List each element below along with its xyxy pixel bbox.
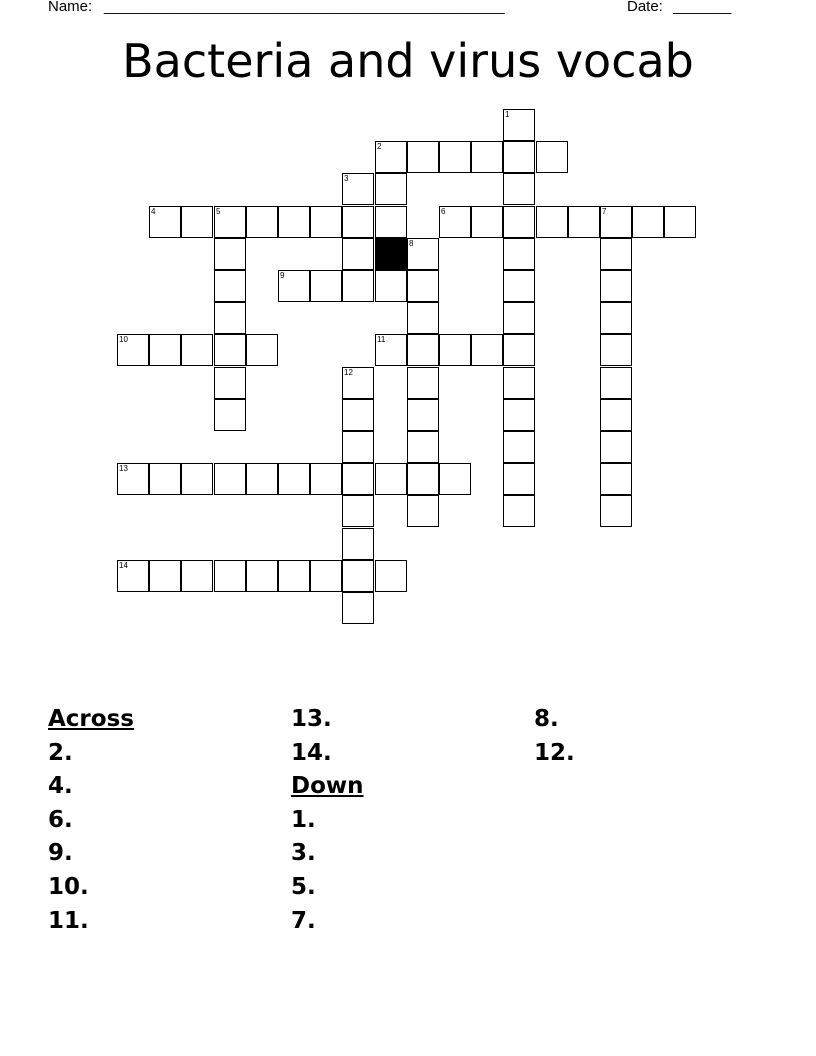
- clue-number: 11.: [48, 907, 89, 934]
- clue-number: 8.: [534, 706, 559, 732]
- crossword-cell[interactable]: [214, 206, 246, 238]
- crossword-cell[interactable]: [439, 206, 471, 238]
- crossword-cell[interactable]: [503, 334, 535, 366]
- name-line[interactable]: ________________________________________________: [104, 0, 505, 15]
- crossword-cell[interactable]: [342, 560, 374, 592]
- crossword-cell[interactable]: [503, 367, 535, 399]
- clue-number: 7.: [291, 907, 316, 934]
- crossword-cell[interactable]: [375, 141, 407, 173]
- crossword-cell[interactable]: [503, 431, 535, 463]
- clue-number-label: 3: [344, 174, 349, 183]
- crossword-cell[interactable]: [407, 302, 439, 334]
- clue-number: 14.: [291, 739, 332, 766]
- crossword-cell[interactable]: [471, 141, 503, 173]
- crossword-cell[interactable]: [503, 302, 535, 334]
- clue-number-label: 7: [602, 207, 607, 216]
- crossword-cell[interactable]: [214, 302, 246, 334]
- clue-number-label: 12: [344, 368, 353, 377]
- crossword-cell[interactable]: [600, 302, 632, 334]
- crossword-cell[interactable]: [503, 141, 535, 173]
- page-title: Bacteria and virus vocab: [122, 34, 694, 88]
- clue-number-label: 10: [119, 335, 128, 344]
- crossword-cell[interactable]: [407, 238, 439, 270]
- date-line[interactable]: _______: [673, 0, 732, 15]
- crossword-cell[interactable]: [214, 399, 246, 431]
- crossword-cell[interactable]: [149, 463, 181, 495]
- crossword-cell[interactable]: [278, 270, 310, 302]
- crossword-cell[interactable]: [600, 238, 632, 270]
- crossword-cell[interactable]: [536, 206, 568, 238]
- crossword-cell[interactable]: [278, 463, 310, 495]
- crossword-cell[interactable]: [503, 238, 535, 270]
- crossword-cell[interactable]: [600, 399, 632, 431]
- crossword-cell[interactable]: [664, 206, 696, 238]
- crossword-cell[interactable]: [600, 431, 632, 463]
- crossword-cell[interactable]: [214, 238, 246, 270]
- crossword-cell[interactable]: [375, 560, 407, 592]
- crossword-cell[interactable]: [471, 206, 503, 238]
- crossword-cell[interactable]: [214, 463, 246, 495]
- clue-number: 9.: [48, 840, 73, 867]
- crossword-cell[interactable]: [214, 560, 246, 592]
- crossword-cell[interactable]: [342, 463, 374, 495]
- clue-number: 4.: [48, 773, 73, 800]
- crossword-cell[interactable]: [503, 206, 535, 238]
- crossword-cell[interactable]: [278, 560, 310, 592]
- clue-column-2: [291, 703, 364, 938]
- clue-number-label: 14: [119, 561, 128, 570]
- crossword-cell[interactable]: [503, 109, 535, 141]
- clue-number-label: 8: [409, 239, 414, 248]
- crossword-cell[interactable]: [503, 495, 535, 527]
- crossword-cell[interactable]: [246, 463, 278, 495]
- crossword-cell[interactable]: [471, 334, 503, 366]
- crossword-block: [375, 238, 407, 270]
- clue-number-label: 2: [377, 142, 382, 151]
- clue-number: 6.: [48, 806, 73, 833]
- crossword-cell[interactable]: [407, 495, 439, 527]
- crossword-cell[interactable]: [310, 560, 342, 592]
- crossword-cell[interactable]: [503, 270, 535, 302]
- clue-number-label: 1: [505, 110, 510, 119]
- clue-number-label: 13: [119, 464, 128, 473]
- crossword-cell[interactable]: [181, 334, 213, 366]
- crossword-cell[interactable]: [632, 206, 664, 238]
- crossword-cell[interactable]: [181, 463, 213, 495]
- crossword-cell[interactable]: [375, 463, 407, 495]
- crossword-cell[interactable]: [407, 270, 439, 302]
- crossword-cell[interactable]: [214, 367, 246, 399]
- crossword-cell[interactable]: [117, 463, 149, 495]
- crossword-cell[interactable]: [310, 463, 342, 495]
- clue-number: 3.: [291, 840, 316, 867]
- crossword-cell[interactable]: [246, 206, 278, 238]
- clue-number: 5.: [291, 873, 316, 900]
- clue-column-1: [48, 703, 134, 938]
- crossword-cell[interactable]: [375, 206, 407, 238]
- crossword-cell[interactable]: [342, 206, 374, 238]
- crossword-cell[interactable]: [342, 528, 374, 560]
- clue-number-label: 9: [280, 271, 285, 280]
- crossword-cell[interactable]: [600, 367, 632, 399]
- crossword-cell[interactable]: [342, 270, 374, 302]
- clue-number-label: 6: [441, 207, 446, 216]
- crossword-cell[interactable]: [600, 495, 632, 527]
- name-label: Name:: [48, 0, 93, 15]
- crossword-cell[interactable]: [503, 463, 535, 495]
- crossword-cell[interactable]: [342, 238, 374, 270]
- clue-column-3: [534, 703, 575, 770]
- crossword-cell[interactable]: [600, 334, 632, 366]
- crossword-cell[interactable]: [342, 495, 374, 527]
- crossword-cell[interactable]: [310, 206, 342, 238]
- crossword-cell[interactable]: [439, 141, 471, 173]
- crossword-cell[interactable]: [407, 141, 439, 173]
- clue-number-label: 5: [216, 207, 221, 216]
- crossword-cell[interactable]: [181, 560, 213, 592]
- clue-number: 12.: [534, 739, 575, 766]
- crossword-cell[interactable]: [149, 560, 181, 592]
- crossword-cell[interactable]: [117, 334, 149, 366]
- crossword-cell[interactable]: [278, 206, 310, 238]
- crossword-cell[interactable]: [375, 173, 407, 205]
- crossword-cell[interactable]: [407, 367, 439, 399]
- crossword-cell[interactable]: [375, 270, 407, 302]
- down-heading: Down: [291, 773, 364, 800]
- crossword-cell[interactable]: [342, 431, 374, 463]
- crossword-cell[interactable]: [117, 560, 149, 592]
- crossword-cell[interactable]: [407, 334, 439, 366]
- crossword-cell[interactable]: [568, 206, 600, 238]
- crossword-cell[interactable]: [149, 206, 181, 238]
- crossword-cell[interactable]: [600, 206, 632, 238]
- across-heading: Across: [48, 706, 134, 732]
- crossword-cell[interactable]: [407, 431, 439, 463]
- crossword-cell[interactable]: [407, 399, 439, 431]
- clue-number: 2.: [48, 739, 73, 766]
- crossword-cell[interactable]: [246, 560, 278, 592]
- crossword-cell[interactable]: [181, 206, 213, 238]
- crossword-cell[interactable]: [600, 463, 632, 495]
- clue-number: 13.: [291, 706, 332, 732]
- date-label: Date:: [627, 0, 663, 15]
- clue-number: 1.: [291, 806, 316, 833]
- crossword-cell[interactable]: [342, 399, 374, 431]
- crossword-cell[interactable]: [246, 334, 278, 366]
- clue-number: 10.: [48, 873, 89, 900]
- crossword-cell[interactable]: [439, 334, 471, 366]
- crossword-cell[interactable]: [503, 173, 535, 205]
- crossword-cell[interactable]: [342, 173, 374, 205]
- crossword-cell[interactable]: [310, 270, 342, 302]
- crossword-cell[interactable]: [342, 367, 374, 399]
- crossword-cell[interactable]: [439, 463, 471, 495]
- crossword-cell[interactable]: [214, 334, 246, 366]
- crossword-cell[interactable]: [536, 141, 568, 173]
- crossword-cell[interactable]: [375, 334, 407, 366]
- crossword-cell[interactable]: [503, 399, 535, 431]
- clue-number-label: 4: [151, 207, 156, 216]
- crossword-cell[interactable]: [407, 463, 439, 495]
- crossword-cell[interactable]: [342, 592, 374, 624]
- crossword-cell[interactable]: [600, 270, 632, 302]
- crossword-cell[interactable]: [214, 270, 246, 302]
- crossword-cell[interactable]: [149, 334, 181, 366]
- clue-number-label: 11: [377, 335, 386, 344]
